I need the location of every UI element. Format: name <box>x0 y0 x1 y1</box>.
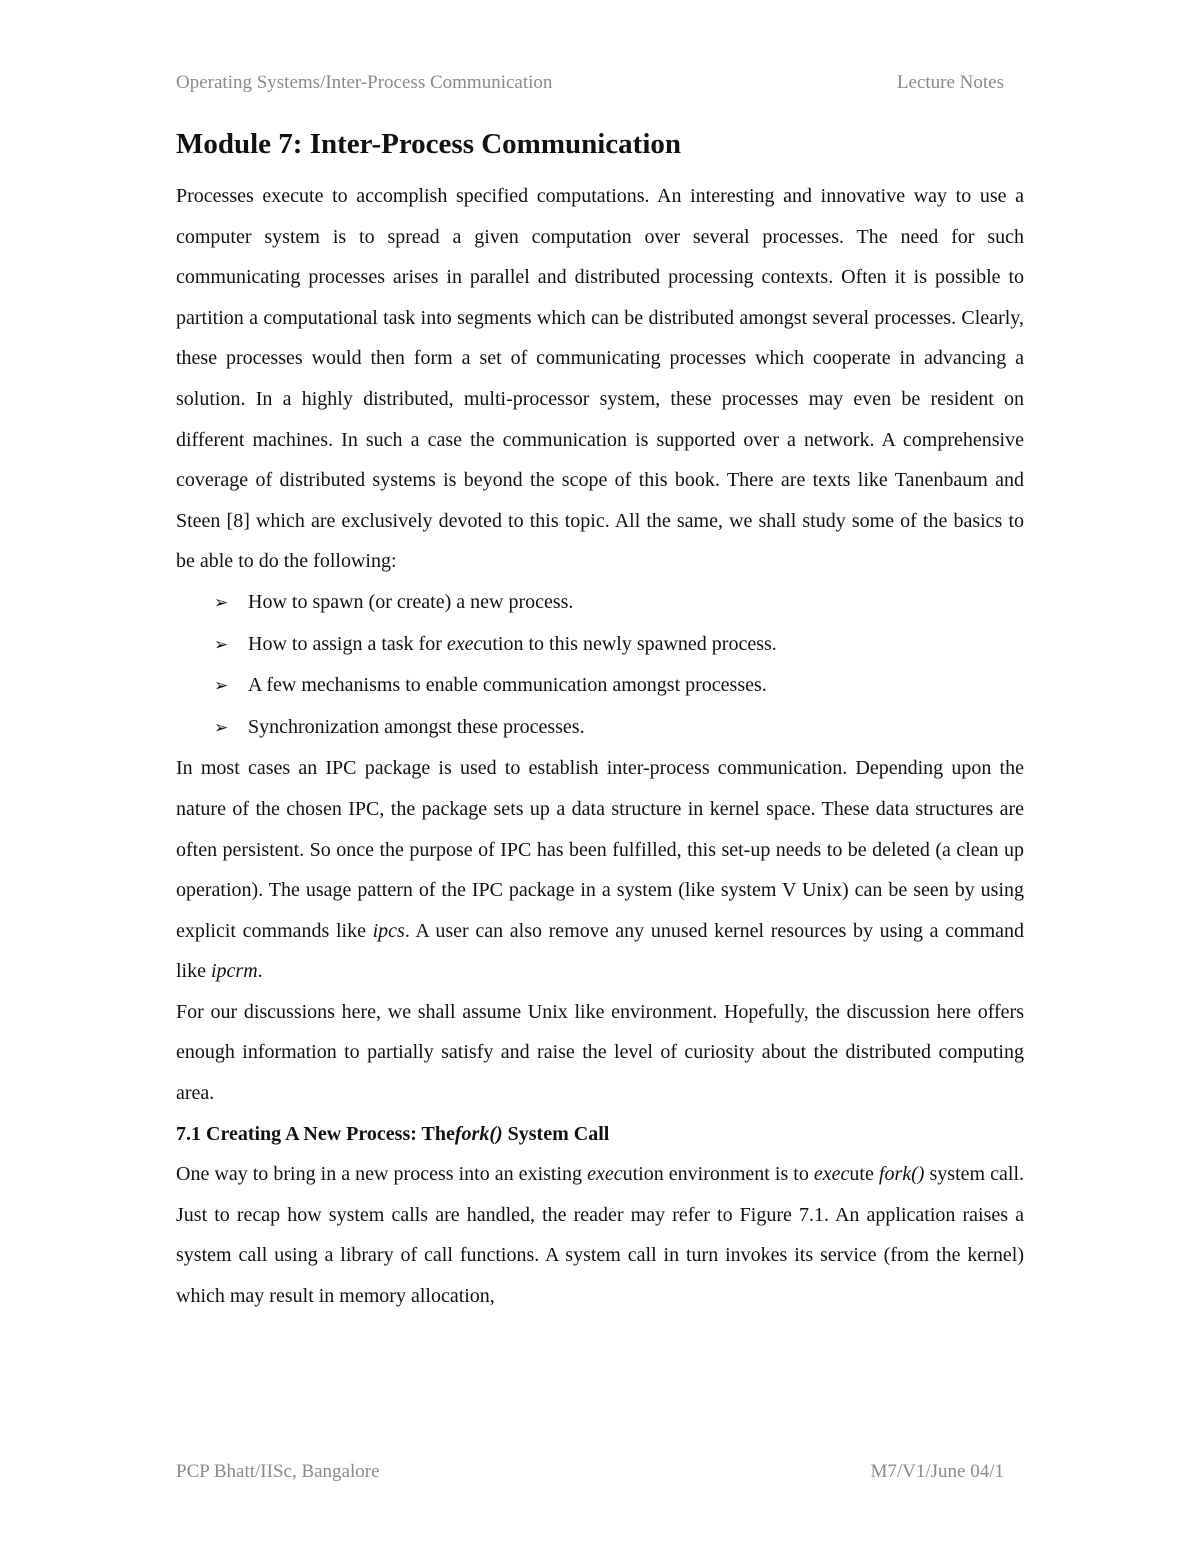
arrow-bullet-icon: ➢ <box>214 634 229 654</box>
bullet-list <box>176 582 1024 748</box>
section-heading: 7.1 Creating A New Process: Thefork() System Call <box>176 1122 610 1145</box>
arrow-bullet-icon: ➢ <box>214 717 229 737</box>
bullet-text: How to spawn (or create) a new process. <box>248 590 574 613</box>
list-item <box>214 582 1024 624</box>
footer-page-id: M7/V1/June 04/1 <box>870 1461 1004 1482</box>
intro-paragraph: Processes execute to accomplish specified computations. An interesting and innovative way to use a computer system is to spread a given computation over several processes. The need for such communicating processes arises in parallel and distributed processing contexts. Often it is possible to partition a computational task into segments which can be distributed amongst several processes. Clearly, these processes would then form a set of communicating processes which cooperate in advancing a solution. In a highly distributed, multi-processor system, these processes may even be resident on different machines. In such a case the communication is supported over a network. A comprehensive coverage of distributed systems is beyond the scope of this book. There are texts like Tanenbaum and Steen [8] which are exclusively devoted to this topic. All the same, we shall study some of the basics to be able to do the following: <box>176 185 1024 573</box>
list-item <box>214 707 1024 749</box>
list-item <box>214 665 1024 707</box>
header-doc-type: Lecture Notes <box>896 72 1004 93</box>
ipc-paragraph: In most cases an IPC package is used to establish inter-process communication. Depending upon the nature of the chosen IPC, the package sets up a data structure in kernel space. These data structures are often persistent. So once the purpose of IPC has been fulfilled, this set-up needs to be deleted (a clean up operation). The usage pattern of the IPC package in a system (like system V Unix) can be seen by using explicit commands like ipcs. A user can also remove any unused kernel resources by using a command like ipcrm. <box>176 757 1025 983</box>
page-content <box>176 124 1024 1317</box>
arrow-bullet-icon: ➢ <box>214 592 229 612</box>
running-header <box>176 72 1004 94</box>
unix-paragraph: For our discussions here, we shall assume Unix like environment. Hopefully, the discussion here offers enough information to partially satisfy and raise the level of curiosity about the distributed computing area. <box>176 1000 1024 1105</box>
footer-author: PCP Bhatt/IISc, Bangalore <box>176 1461 380 1482</box>
fork-paragraph: One way to bring in a new process into an existing execution environment is to execute fork() system call. Just to recap how system calls are handled, the reader may refer to Figure 7.1. An application raises a system call using a library of call functions. A system call in turn invokes its service (from the kernel) which may result in memory allocation, <box>176 1163 1025 1308</box>
bullet-text: How to assign a task for execution to this newly spawned process. <box>248 632 777 655</box>
header-course-title: Operating Systems/Inter-Process Communication <box>176 72 553 93</box>
module-title: Module 7: Inter-Process Communication <box>176 128 682 160</box>
list-item <box>214 624 1024 666</box>
running-footer <box>176 1461 1004 1483</box>
bullet-text: A few mechanisms to enable communication amongst processes. <box>248 674 767 697</box>
arrow-bullet-icon: ➢ <box>214 676 229 696</box>
bullet-text: Synchronization amongst these processes. <box>248 715 585 738</box>
